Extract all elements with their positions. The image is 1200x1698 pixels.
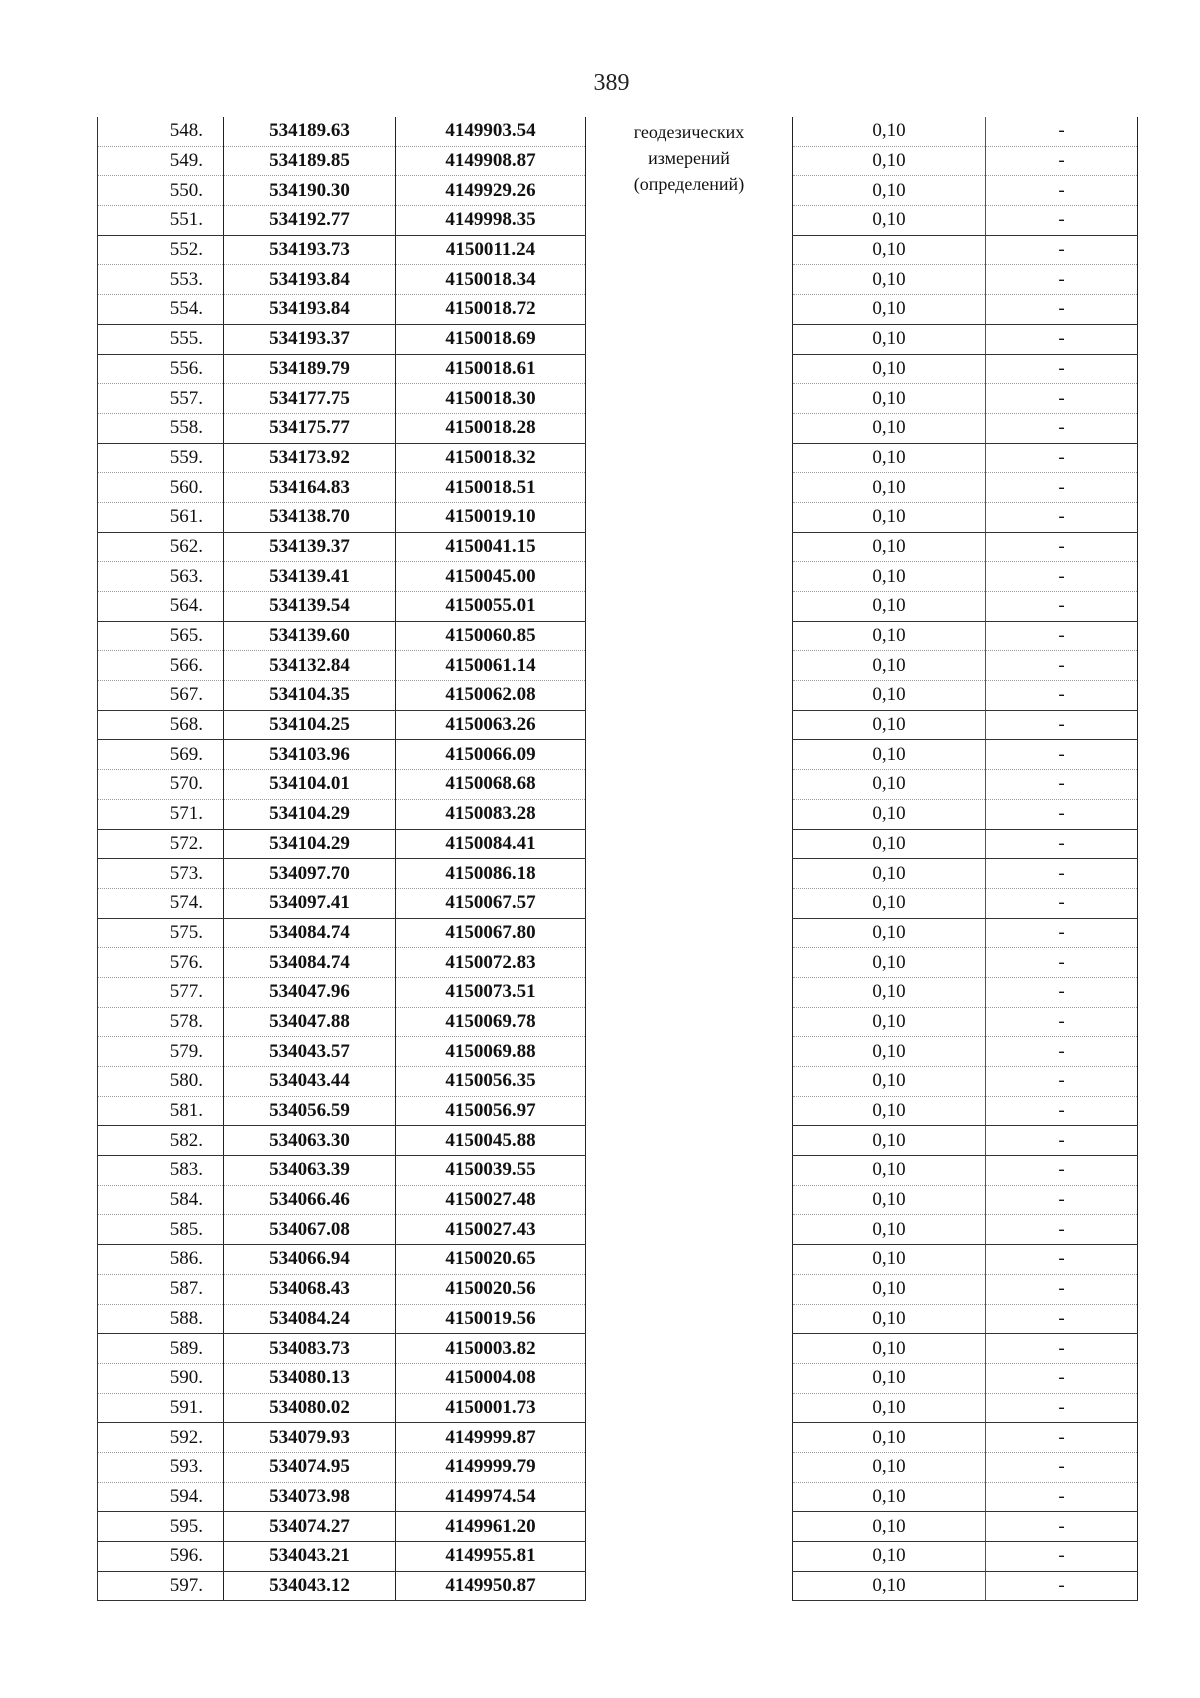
dash-cell: - [986, 1542, 1138, 1572]
dash-cell: - [986, 948, 1138, 978]
dash-cell: - [986, 621, 1138, 651]
method-text-line: измерений [648, 148, 730, 168]
y-coordinate-cell: 4150073.51 [396, 977, 586, 1007]
y-coordinate-cell: 4150018.30 [396, 384, 586, 414]
x-coordinate-cell: 534084.74 [224, 948, 396, 978]
point-number-cell: 558. [98, 413, 224, 443]
accuracy-cell: 0,10 [793, 740, 986, 770]
accuracy-cell: 0,10 [793, 384, 986, 414]
point-number-cell: 592. [98, 1423, 224, 1453]
accuracy-cell: 0,10 [793, 592, 986, 622]
accuracy-cell: 0,10 [793, 710, 986, 740]
dash-cell: - [986, 829, 1138, 859]
x-coordinate-cell: 534139.54 [224, 592, 396, 622]
point-number-cell: 597. [98, 1571, 224, 1601]
point-number-cell: 581. [98, 1096, 224, 1126]
x-coordinate-cell: 534084.24 [224, 1304, 396, 1334]
y-coordinate-cell: 4150086.18 [396, 859, 586, 889]
point-number-cell: 551. [98, 206, 224, 236]
dash-cell: - [986, 1571, 1138, 1601]
x-coordinate-cell: 534104.29 [224, 799, 396, 829]
accuracy-cell: 0,10 [793, 859, 986, 889]
y-coordinate-cell: 4150027.48 [396, 1185, 586, 1215]
point-number-cell: 560. [98, 473, 224, 503]
y-coordinate-cell: 4150020.56 [396, 1274, 586, 1304]
point-number-cell: 552. [98, 235, 224, 265]
dash-cell: - [986, 651, 1138, 681]
point-number-cell: 554. [98, 295, 224, 325]
dash-cell: - [986, 770, 1138, 800]
y-coordinate-cell: 4150018.28 [396, 413, 586, 443]
accuracy-cell: 0,10 [793, 1126, 986, 1156]
point-number-cell: 553. [98, 265, 224, 295]
accuracy-cell: 0,10 [793, 146, 986, 176]
y-coordinate-cell: 4150001.73 [396, 1393, 586, 1423]
accuracy-cell: 0,10 [793, 1512, 986, 1542]
x-coordinate-cell: 534164.83 [224, 473, 396, 503]
point-number-cell: 575. [98, 918, 224, 948]
x-coordinate-cell: 534173.92 [224, 443, 396, 473]
accuracy-cell: 0,10 [793, 1215, 986, 1245]
y-coordinate-cell: 4150019.56 [396, 1304, 586, 1334]
accuracy-cell: 0,10 [793, 532, 986, 562]
accuracy-cell: 0,10 [793, 1007, 986, 1037]
y-coordinate-cell: 4150019.10 [396, 502, 586, 532]
y-coordinate-cell: 4149908.87 [396, 146, 586, 176]
dash-cell: - [986, 502, 1138, 532]
point-number-cell: 583. [98, 1156, 224, 1186]
x-coordinate-cell: 534189.79 [224, 354, 396, 384]
y-coordinate-cell: 4150045.00 [396, 562, 586, 592]
accuracy-cell: 0,10 [793, 1185, 986, 1215]
point-number-cell: 594. [98, 1482, 224, 1512]
y-coordinate-cell: 4149998.35 [396, 206, 586, 236]
accuracy-cell: 0,10 [793, 473, 986, 503]
method-cell [586, 117, 793, 1601]
point-number-cell: 579. [98, 1037, 224, 1067]
accuracy-cell: 0,10 [793, 1274, 986, 1304]
dash-cell: - [986, 354, 1138, 384]
y-coordinate-cell: 4150027.43 [396, 1215, 586, 1245]
dash-cell: - [986, 1067, 1138, 1097]
y-coordinate-cell: 4150003.82 [396, 1334, 586, 1364]
dash-cell: - [986, 1156, 1138, 1186]
y-coordinate-cell: 4149974.54 [396, 1482, 586, 1512]
x-coordinate-cell: 534056.59 [224, 1096, 396, 1126]
accuracy-cell: 0,10 [793, 354, 986, 384]
y-coordinate-cell: 4150083.28 [396, 799, 586, 829]
dash-cell: - [986, 295, 1138, 325]
coordinates-table-body [98, 117, 1138, 1601]
x-coordinate-cell: 534066.46 [224, 1185, 396, 1215]
y-coordinate-cell: 4150067.57 [396, 888, 586, 918]
y-coordinate-cell: 4150063.26 [396, 710, 586, 740]
dash-cell: - [986, 384, 1138, 414]
point-number-cell: 563. [98, 562, 224, 592]
point-number-cell: 565. [98, 621, 224, 651]
x-coordinate-cell: 534104.35 [224, 681, 396, 711]
point-number-cell: 570. [98, 770, 224, 800]
point-number-cell: 587. [98, 1274, 224, 1304]
x-coordinate-cell: 534080.13 [224, 1363, 396, 1393]
point-number-cell: 561. [98, 502, 224, 532]
y-coordinate-cell: 4149999.87 [396, 1423, 586, 1453]
x-coordinate-cell: 534097.41 [224, 888, 396, 918]
x-coordinate-cell: 534068.43 [224, 1274, 396, 1304]
y-coordinate-cell: 4150020.65 [396, 1245, 586, 1275]
x-coordinate-cell: 534083.73 [224, 1334, 396, 1364]
coordinates-table [97, 117, 1138, 1601]
point-number-cell: 557. [98, 384, 224, 414]
accuracy-cell: 0,10 [793, 265, 986, 295]
point-number-cell: 584. [98, 1185, 224, 1215]
point-number-cell: 569. [98, 740, 224, 770]
x-coordinate-cell: 534043.12 [224, 1571, 396, 1601]
point-number-cell: 580. [98, 1067, 224, 1097]
y-coordinate-cell: 4149961.20 [396, 1512, 586, 1542]
point-number-cell: 578. [98, 1007, 224, 1037]
accuracy-cell: 0,10 [793, 799, 986, 829]
accuracy-cell: 0,10 [793, 1304, 986, 1334]
accuracy-cell: 0,10 [793, 1096, 986, 1126]
x-coordinate-cell: 534063.30 [224, 1126, 396, 1156]
x-coordinate-cell: 534097.70 [224, 859, 396, 889]
point-number-cell: 573. [98, 859, 224, 889]
y-coordinate-cell: 4150041.15 [396, 532, 586, 562]
dash-cell: - [986, 1512, 1138, 1542]
point-number-cell: 562. [98, 532, 224, 562]
x-coordinate-cell: 534043.44 [224, 1067, 396, 1097]
dash-cell: - [986, 710, 1138, 740]
dash-cell: - [986, 888, 1138, 918]
dash-cell: - [986, 977, 1138, 1007]
point-number-cell: 577. [98, 977, 224, 1007]
accuracy-cell: 0,10 [793, 681, 986, 711]
accuracy-cell: 0,10 [793, 1482, 986, 1512]
y-coordinate-cell: 4150061.14 [396, 651, 586, 681]
y-coordinate-cell: 4150039.55 [396, 1156, 586, 1186]
point-number-cell: 574. [98, 888, 224, 918]
dash-cell: - [986, 324, 1138, 354]
accuracy-cell: 0,10 [793, 1423, 986, 1453]
x-coordinate-cell: 534104.29 [224, 829, 396, 859]
dash-cell: - [986, 235, 1138, 265]
y-coordinate-cell: 4150069.88 [396, 1037, 586, 1067]
accuracy-cell: 0,10 [793, 888, 986, 918]
y-coordinate-cell: 4150068.68 [396, 770, 586, 800]
y-coordinate-cell: 4150011.24 [396, 235, 586, 265]
y-coordinate-cell: 4150067.80 [396, 918, 586, 948]
y-coordinate-cell: 4149950.87 [396, 1571, 586, 1601]
point-number-cell: 550. [98, 176, 224, 206]
point-number-cell: 586. [98, 1245, 224, 1275]
y-coordinate-cell: 4150056.97 [396, 1096, 586, 1126]
point-number-cell: 590. [98, 1363, 224, 1393]
dash-cell: - [986, 265, 1138, 295]
x-coordinate-cell: 534084.74 [224, 918, 396, 948]
x-coordinate-cell: 534132.84 [224, 651, 396, 681]
x-coordinate-cell: 534073.98 [224, 1482, 396, 1512]
y-coordinate-cell: 4150018.34 [396, 265, 586, 295]
dash-cell: - [986, 1274, 1138, 1304]
dash-cell: - [986, 1215, 1138, 1245]
accuracy-cell: 0,10 [793, 1542, 986, 1572]
point-number-cell: 568. [98, 710, 224, 740]
y-coordinate-cell: 4149903.54 [396, 117, 586, 146]
accuracy-cell: 0,10 [793, 324, 986, 354]
y-coordinate-cell: 4150018.69 [396, 324, 586, 354]
y-coordinate-cell: 4150018.32 [396, 443, 586, 473]
dash-cell: - [986, 1304, 1138, 1334]
y-coordinate-cell: 4150018.51 [396, 473, 586, 503]
point-number-cell: 564. [98, 592, 224, 622]
accuracy-cell: 0,10 [793, 1393, 986, 1423]
dash-cell: - [986, 562, 1138, 592]
point-number-cell: 576. [98, 948, 224, 978]
table-row [98, 117, 1138, 146]
x-coordinate-cell: 534192.77 [224, 206, 396, 236]
point-number-cell: 591. [98, 1393, 224, 1423]
accuracy-cell: 0,10 [793, 1334, 986, 1364]
method-text-line: геодезических [633, 122, 745, 142]
point-number-cell: 595. [98, 1512, 224, 1542]
accuracy-cell: 0,10 [793, 206, 986, 236]
x-coordinate-cell: 534189.85 [224, 146, 396, 176]
x-coordinate-cell: 534080.02 [224, 1393, 396, 1423]
accuracy-cell: 0,10 [793, 948, 986, 978]
point-number-cell: 556. [98, 354, 224, 384]
point-number-cell: 549. [98, 146, 224, 176]
dash-cell: - [986, 1185, 1138, 1215]
accuracy-cell: 0,10 [793, 443, 986, 473]
dash-cell: - [986, 1423, 1138, 1453]
point-number-cell: 593. [98, 1452, 224, 1482]
dash-cell: - [986, 1452, 1138, 1482]
dash-cell: - [986, 473, 1138, 503]
x-coordinate-cell: 534043.57 [224, 1037, 396, 1067]
x-coordinate-cell: 534190.30 [224, 176, 396, 206]
y-coordinate-cell: 4150084.41 [396, 829, 586, 859]
dash-cell: - [986, 413, 1138, 443]
accuracy-cell: 0,10 [793, 1245, 986, 1275]
x-coordinate-cell: 534139.41 [224, 562, 396, 592]
x-coordinate-cell: 534103.96 [224, 740, 396, 770]
accuracy-cell: 0,10 [793, 1037, 986, 1067]
dash-cell: - [986, 799, 1138, 829]
point-number-cell: 589. [98, 1334, 224, 1364]
x-coordinate-cell: 534104.25 [224, 710, 396, 740]
x-coordinate-cell: 534063.39 [224, 1156, 396, 1186]
point-number-cell: 572. [98, 829, 224, 859]
dash-cell: - [986, 1007, 1138, 1037]
point-number-cell: 582. [98, 1126, 224, 1156]
dash-cell: - [986, 740, 1138, 770]
y-coordinate-cell: 4149955.81 [396, 1542, 586, 1572]
accuracy-cell: 0,10 [793, 235, 986, 265]
x-coordinate-cell: 534047.88 [224, 1007, 396, 1037]
y-coordinate-cell: 4150056.35 [396, 1067, 586, 1097]
x-coordinate-cell: 534104.01 [224, 770, 396, 800]
x-coordinate-cell: 534193.73 [224, 235, 396, 265]
dash-cell: - [986, 532, 1138, 562]
y-coordinate-cell: 4150018.61 [396, 354, 586, 384]
x-coordinate-cell: 534067.08 [224, 1215, 396, 1245]
dash-cell: - [986, 443, 1138, 473]
dash-cell: - [986, 117, 1138, 146]
x-coordinate-cell: 534177.75 [224, 384, 396, 414]
point-number-cell: 596. [98, 1542, 224, 1572]
accuracy-cell: 0,10 [793, 502, 986, 532]
y-coordinate-cell: 4150062.08 [396, 681, 586, 711]
accuracy-cell: 0,10 [793, 562, 986, 592]
dash-cell: - [986, 176, 1138, 206]
accuracy-cell: 0,10 [793, 651, 986, 681]
accuracy-cell: 0,10 [793, 829, 986, 859]
dash-cell: - [986, 1482, 1138, 1512]
point-number-cell: 555. [98, 324, 224, 354]
point-number-cell: 571. [98, 799, 224, 829]
x-coordinate-cell: 534079.93 [224, 1423, 396, 1453]
y-coordinate-cell: 4149929.26 [396, 176, 586, 206]
point-number-cell: 559. [98, 443, 224, 473]
dash-cell: - [986, 681, 1138, 711]
accuracy-cell: 0,10 [793, 770, 986, 800]
y-coordinate-cell: 4150055.01 [396, 592, 586, 622]
y-coordinate-cell: 4150072.83 [396, 948, 586, 978]
coordinates-table-container [97, 117, 1137, 1601]
accuracy-cell: 0,10 [793, 1452, 986, 1482]
accuracy-cell: 0,10 [793, 621, 986, 651]
dash-cell: - [986, 206, 1138, 236]
accuracy-cell: 0,10 [793, 117, 986, 146]
dash-cell: - [986, 918, 1138, 948]
dash-cell: - [986, 592, 1138, 622]
x-coordinate-cell: 534175.77 [224, 413, 396, 443]
y-coordinate-cell: 4150066.09 [396, 740, 586, 770]
point-number-cell: 567. [98, 681, 224, 711]
x-coordinate-cell: 534074.95 [224, 1452, 396, 1482]
x-coordinate-cell: 534139.37 [224, 532, 396, 562]
accuracy-cell: 0,10 [793, 977, 986, 1007]
point-number-cell: 548. [98, 117, 224, 146]
y-coordinate-cell: 4150018.72 [396, 295, 586, 325]
y-coordinate-cell: 4150045.88 [396, 1126, 586, 1156]
y-coordinate-cell: 4149999.79 [396, 1452, 586, 1482]
dash-cell: - [986, 859, 1138, 889]
y-coordinate-cell: 4150069.78 [396, 1007, 586, 1037]
x-coordinate-cell: 534066.94 [224, 1245, 396, 1275]
accuracy-cell: 0,10 [793, 413, 986, 443]
y-coordinate-cell: 4150004.08 [396, 1363, 586, 1393]
accuracy-cell: 0,10 [793, 176, 986, 206]
method-text-line: (определений) [633, 174, 745, 194]
x-coordinate-cell: 534047.96 [224, 977, 396, 1007]
point-number-cell: 588. [98, 1304, 224, 1334]
y-coordinate-cell: 4150060.85 [396, 621, 586, 651]
x-coordinate-cell: 534074.27 [224, 1512, 396, 1542]
accuracy-cell: 0,10 [793, 918, 986, 948]
page-number: 389 [593, 70, 630, 96]
x-coordinate-cell: 534193.84 [224, 295, 396, 325]
dash-cell: - [986, 1363, 1138, 1393]
point-number-cell: 566. [98, 651, 224, 681]
x-coordinate-cell: 534189.63 [224, 117, 396, 146]
dash-cell: - [986, 1096, 1138, 1126]
dash-cell: - [986, 146, 1138, 176]
x-coordinate-cell: 534193.37 [224, 324, 396, 354]
x-coordinate-cell: 534138.70 [224, 502, 396, 532]
accuracy-cell: 0,10 [793, 1363, 986, 1393]
accuracy-cell: 0,10 [793, 1156, 986, 1186]
dash-cell: - [986, 1245, 1138, 1275]
point-number-cell: 585. [98, 1215, 224, 1245]
dash-cell: - [986, 1126, 1138, 1156]
accuracy-cell: 0,10 [793, 1067, 986, 1097]
x-coordinate-cell: 534139.60 [224, 621, 396, 651]
accuracy-cell: 0,10 [793, 1571, 986, 1601]
x-coordinate-cell: 534043.21 [224, 1542, 396, 1572]
dash-cell: - [986, 1393, 1138, 1423]
dash-cell: - [986, 1334, 1138, 1364]
x-coordinate-cell: 534193.84 [224, 265, 396, 295]
accuracy-cell: 0,10 [793, 295, 986, 325]
dash-cell: - [986, 1037, 1138, 1067]
